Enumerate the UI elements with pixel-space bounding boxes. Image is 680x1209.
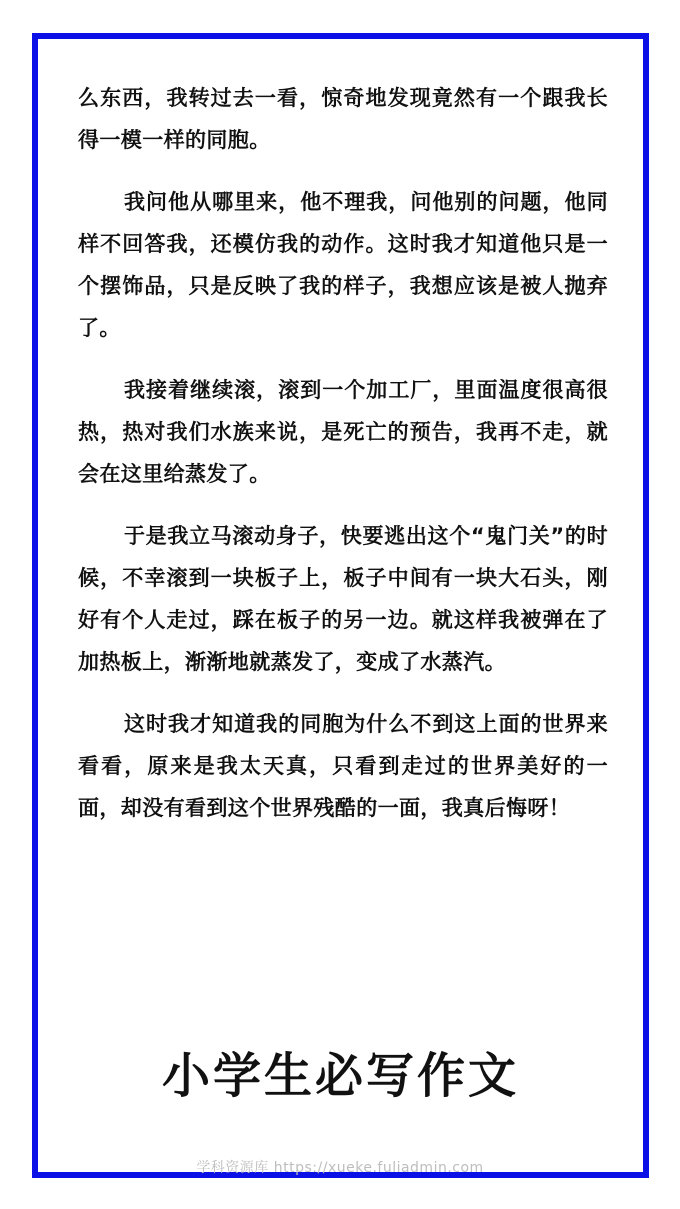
essay-body <box>78 77 608 849</box>
paragraph-continued: 么东西，我转过去一看，惊奇地发现竟然有一个跟我长得一模一样的同胞。 <box>78 86 608 152</box>
paragraph: 于是我立马滚动身子，快要逃出这个“鬼门关”的时候，不幸滚到一块板子上，板子中间有一块大石头，刚好有个人走过，踩在板子的另一边。就这样我被弹在了加热板上，渐渐地就蒸发了，变成了水蒸汽。 <box>78 524 608 674</box>
paragraph: 这时我才知道我的同胞为什么不到这上面的世界来看看，原来是我太天真，只看到走过的世界美好的一面，却没有看到这个世界残酷的一面，我真后悔呀！ <box>78 712 608 820</box>
watermark-text: 学科资源库 https://xueke.fuliadmin.com <box>196 1160 484 1176</box>
paragraph: 我接着继续滚，滚到一个加工厂，里面温度很高很热，热对我们水族来说，是死亡的预告，我再不走，就会在这里给蒸发了。 <box>78 378 608 486</box>
paragraph: 我问他从哪里来，他不理我，问他别的问题，他同样不回答我，还模仿我的动作。这时我才知道他只是一个摆饰品，只是反映了我的样子，我想应该是被人抛弃了。 <box>78 190 608 340</box>
page-frame <box>32 33 649 1178</box>
brand-title: 小学生必写作文 <box>161 1048 519 1104</box>
